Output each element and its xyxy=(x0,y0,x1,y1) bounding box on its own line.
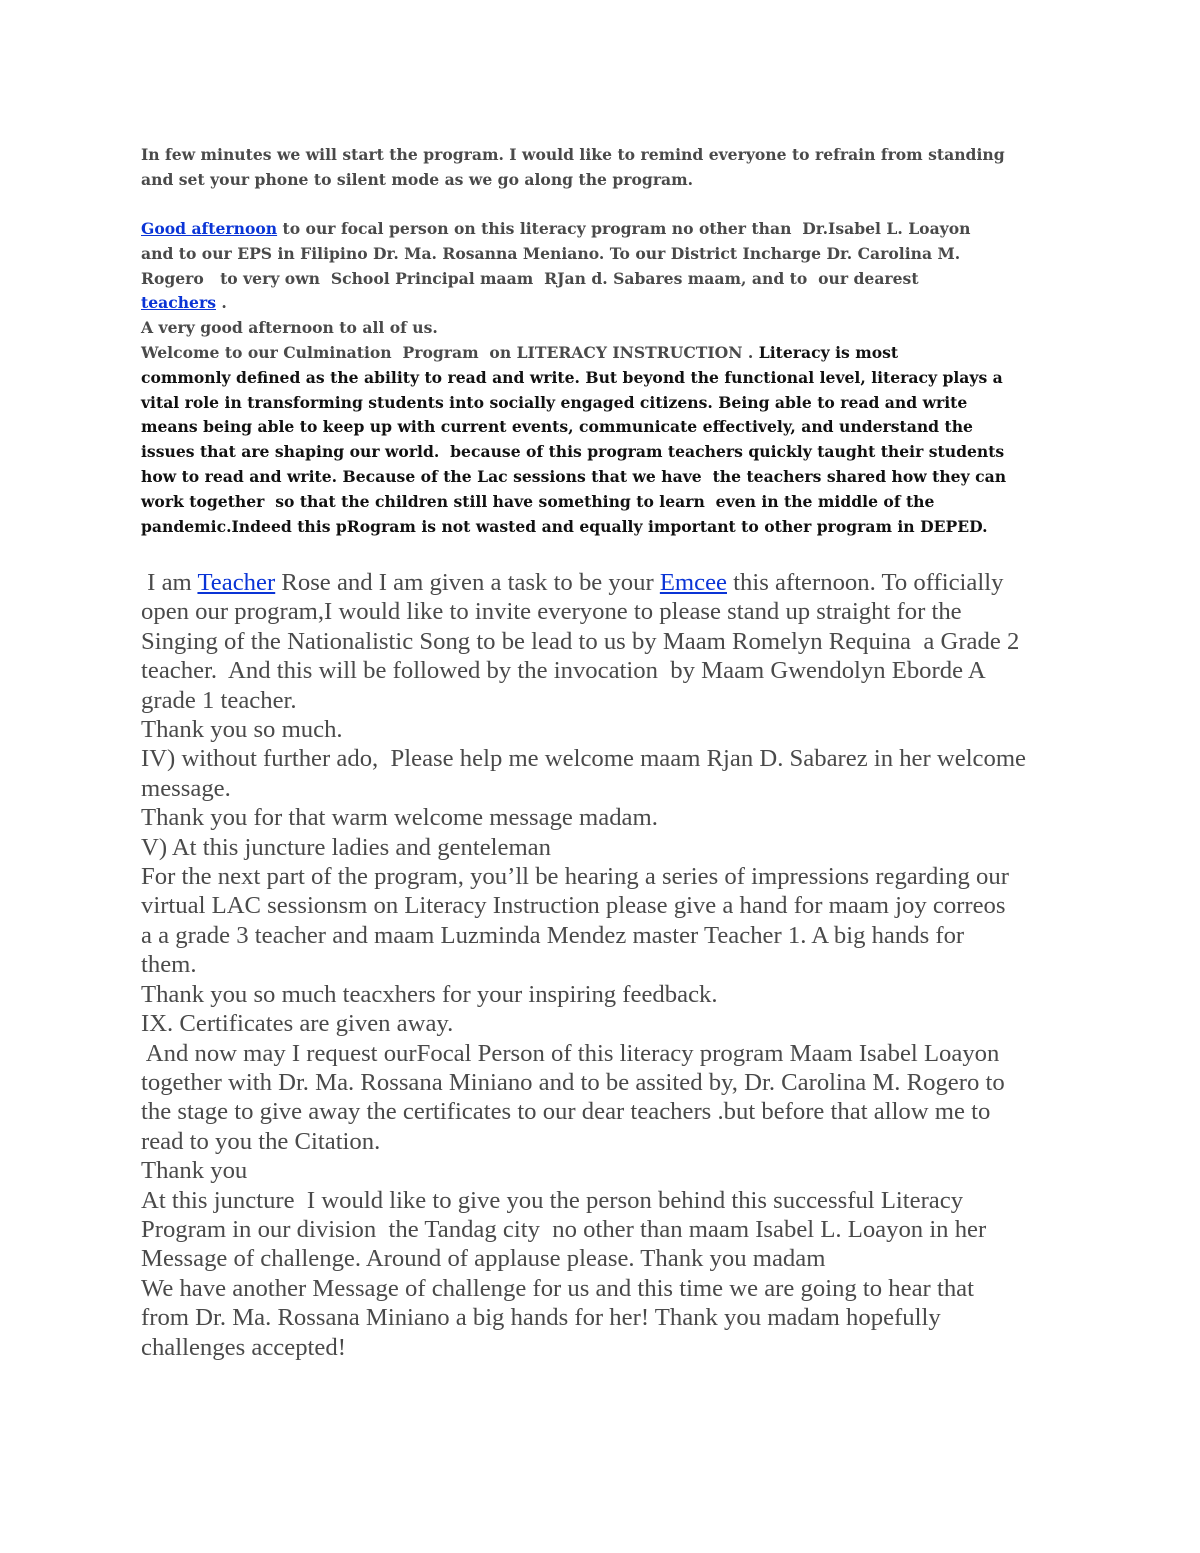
script-line: message. xyxy=(141,774,231,802)
greeting-line-1 xyxy=(141,217,1066,242)
script-line: Program in our division the Tandag city no other than maam Isabel L. Loayon in her xyxy=(141,1215,987,1243)
literacy-line-5: how to read and write. Because of the Lac sessions that we have the teachers shared how they can xyxy=(141,466,1007,486)
script-line: Singing of the Nationalistic Song to be lead to us by Maam Romelyn Requina a Grade 2 xyxy=(141,627,1020,655)
teachers-link[interactable]: teachers xyxy=(141,293,216,313)
greeting-text-1: to our focal person on this literacy program no other than Dr.Isabel L. Loayon xyxy=(277,219,971,238)
script-line: V) At this juncture ladies and genteleman xyxy=(141,833,551,861)
script-line: We have another Message of challenge for us and this time we are going to hear that xyxy=(141,1274,974,1302)
script-line: open our program,I would like to invite everyone to please stand up straight for the xyxy=(141,598,962,626)
script-line: Message of challenge. Around of applause please. Thank you madam xyxy=(141,1245,826,1273)
script-line: Thank you for that warm welcome message madam. xyxy=(141,804,658,832)
script-line: At this juncture I would like to give you the person behind this successful Literacy xyxy=(141,1186,964,1214)
script-line: teacher. And this will be followed by the invocation by Maam Gwendolyn Eborde A xyxy=(141,657,986,685)
script-line: challenges accepted! xyxy=(141,1333,346,1361)
script-line: Thank you so much. xyxy=(141,716,343,744)
greeting-line-5: A very good afternoon to all of us. xyxy=(141,318,438,338)
emcee-link[interactable]: Emcee xyxy=(659,569,727,596)
script-line: read to you the Citation. xyxy=(141,1127,381,1155)
literacy-line-3: means being able to keep up with current events, communicate effectively, and understand the xyxy=(141,417,973,437)
welcome-line xyxy=(141,341,1066,366)
script-line: them. xyxy=(141,951,197,979)
script-intro-line xyxy=(141,568,1066,597)
literacy-line-7: pandemic.Indeed this pRogram is not wasted and equally important to other program in DEPED. xyxy=(141,516,988,536)
script-line: IV) without further ado, Please help me welcome maam Rjan D. Sabarez in her welcome xyxy=(141,745,1027,773)
script-line: together with Dr. Ma. Rossana Miniano and to be assited by, Dr. Carolina M. Rogero to xyxy=(141,1068,1005,1096)
literacy-line-1: commonly defined as the ability to read and write. But beyond the functional level, literacy plays a xyxy=(141,367,1003,387)
script-line: from Dr. Ma. Rossana Miniano a big hands for her! Thank you madam hopefully xyxy=(141,1304,941,1332)
script-line: grade 1 teacher. xyxy=(141,686,297,714)
script-line: the stage to give away the certificates to our dear teachers .but before that allow me to xyxy=(141,1098,991,1126)
script-line: For the next part of the program, you’ll be hearing a series of impressions regarding our xyxy=(141,863,1009,891)
teacher-link[interactable]: Teacher xyxy=(197,569,276,596)
literacy-line-4: issues that are shaping our world. because of this program teachers quickly taught their students xyxy=(141,442,1005,462)
greeting-line-3: Rogero to very own School Principal maam RJan d. Sabares maam, and to our dearest xyxy=(141,268,919,288)
greeting-line-2: and to our EPS in Filipino Dr. Ma. Rosanna Meniano. To our District Incharge Dr. Carolina M. xyxy=(141,243,961,263)
reminder-line-2: and set your phone to silent mode as we go along the program. xyxy=(141,169,694,189)
script-line: IX. Certificates are given away. xyxy=(141,1010,454,1038)
literacy-line-6: work together so that the children still have something to learn even in the middle of the xyxy=(141,491,935,511)
good-afternoon-link[interactable]: Good afternoon xyxy=(141,219,278,238)
intro-post: this afternoon. To officially xyxy=(727,569,1004,596)
welcome-grey-text: Welcome to our Culmination Program on LITERACY INSTRUCTION . xyxy=(141,342,759,362)
script-line: Thank you so much teacxhers for your inspiring feedback. xyxy=(141,980,718,1008)
emcee-script xyxy=(141,568,1066,1362)
intro-pre: I am xyxy=(141,569,198,596)
greeting-text-teachers-after: . xyxy=(215,293,227,313)
script-line: virtual LAC sessionsm on Literacy Instruction please give a hand for maam joy correos xyxy=(141,892,1006,920)
intro-mid: Rose and I am given a task to be your xyxy=(275,569,660,596)
welcome-black-text: Literacy is most xyxy=(758,342,899,362)
script-line: a a grade 3 teacher and maam Luzminda Mendez master Teacher 1. A big hands for xyxy=(141,921,965,949)
script-line: Thank you xyxy=(141,1157,248,1185)
reminder-line-1: In few minutes we will start the program. I would like to remind everyone to refrain from standing xyxy=(141,145,1005,164)
greeting-paragraph xyxy=(141,217,1066,539)
reminder-paragraph xyxy=(141,143,1066,193)
greeting-line-4 xyxy=(141,291,1066,316)
script-line: And now may I request ourFocal Person of this literacy program Maam Isabel Loayon xyxy=(141,1039,1000,1067)
literacy-line-2: vital role in transforming students into socially engaged citizens. Being able to read and write xyxy=(141,392,968,412)
